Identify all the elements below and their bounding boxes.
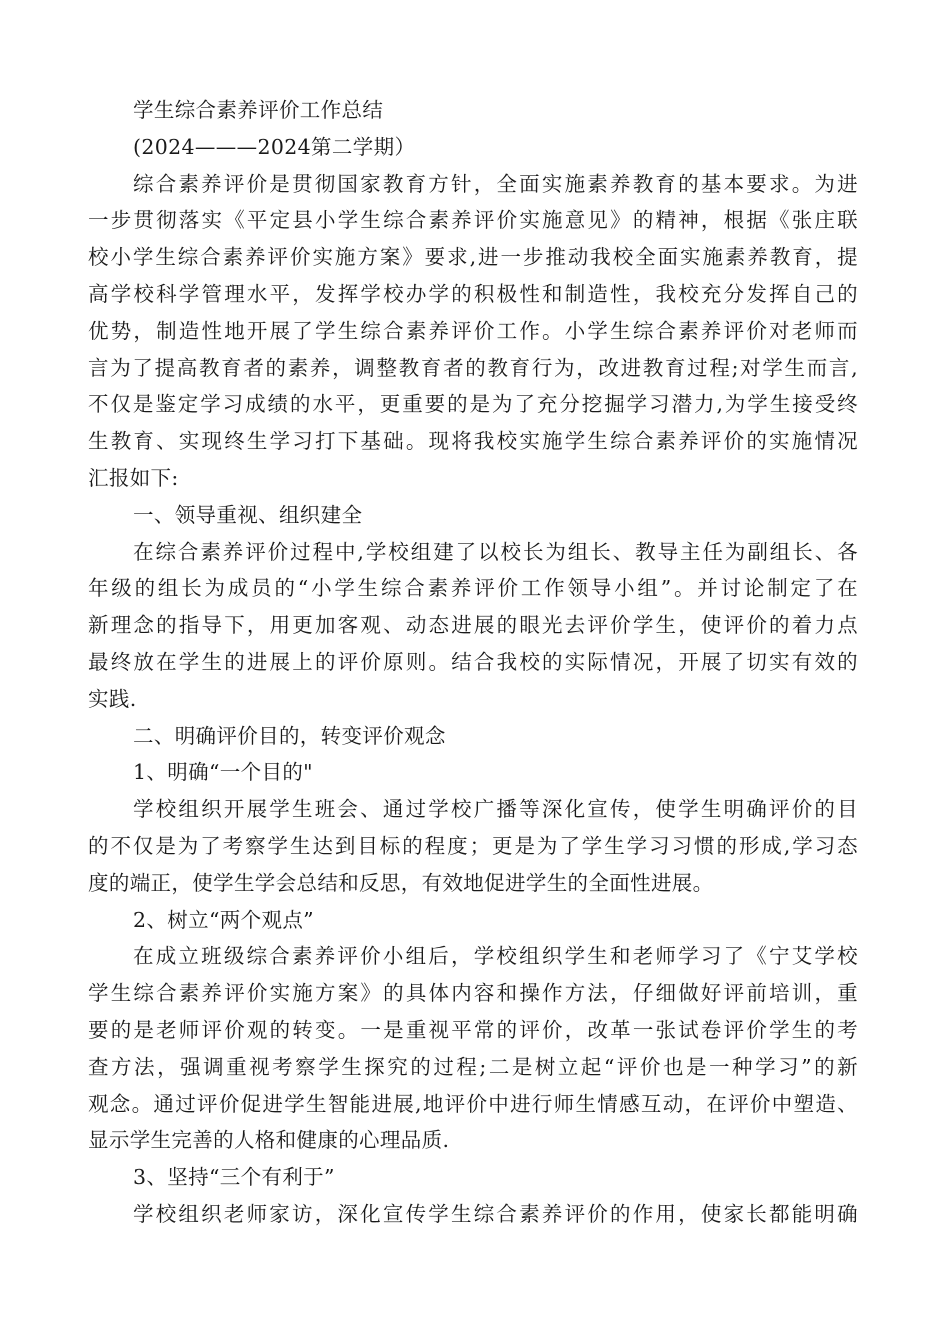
paragraph-line: 最终放在学生的进展上的评价原则。结合我校的实际情况，开展了切实有效的 xyxy=(88,649,858,674)
paragraph-line: 生教育、实现终生学习打下基础。现将我校实施学生综合素养评价的实施情况 xyxy=(88,429,858,454)
paragraph-line: 度的端正，使学生学会总结和反思，有效地促进学生的全面性进展。 xyxy=(88,870,714,895)
paragraph-line: 显示学生完善的人格和健康的心理品质. xyxy=(88,1128,450,1153)
paragraph-line: 在成立班级综合素养评价小组后，学校组织学生和老师学习了《宁艾学校 xyxy=(133,944,858,969)
paragraph-line: 高学校科学管理水平，发挥学校办学的积极性和制造性，我校充分发挥自己的 xyxy=(88,281,858,306)
document-title: 学生综合素养评价工作总结 xyxy=(133,98,384,122)
subsection-heading: 3、坚持“三个有利于” xyxy=(133,1165,335,1190)
paragraph-line: 校小学生综合素养评价实施方案》要求,进一步推动我校全面实施素养教育，提 xyxy=(88,245,858,270)
paragraph-line: 综合素养评价是贯彻国家教育方针，全面实施素养教育的基本要求。为进 xyxy=(133,171,858,196)
subsection-heading: 2、树立“两个观点” xyxy=(133,907,315,932)
paragraph-line: 汇报如下: xyxy=(88,465,179,490)
paragraph-line: 学校组织老师家访，深化宣传学生综合素养评价的作用，使家长都能明确 xyxy=(133,1201,858,1226)
paragraph-line: 要的是老师评价观的转变。一是重视平常的评价，改革一张试卷评价学生的考 xyxy=(88,1017,858,1042)
paragraph-line: 查方法，强调重视考察学生探究的过程;二是树立起“评价也是一种学习”的新 xyxy=(88,1054,858,1079)
document-subtitle: (2024———2024第二学期） xyxy=(133,134,416,159)
paragraph-line: 新理念的指导下，用更加客观、动态进展的眼光去评价学生，使评价的着力点 xyxy=(88,613,858,638)
paragraph-line: 实践. xyxy=(88,686,137,711)
section-heading: 二、明确评价目的，转变评价观念 xyxy=(133,723,446,748)
paragraph-line: 观念。通过评价促进学生智能进展,地评价中进行师生情感互动，在评价中塑造、 xyxy=(88,1091,858,1116)
subsection-heading: 1、明确“一个目的" xyxy=(133,760,313,785)
paragraph-line: 学校组织开展学生班会、通过学校广播等深化宣传，使学生明确评价的目 xyxy=(133,797,858,822)
paragraph-line: 一步贯彻落实《平定县小学生综合素养评价实施意见》的精神，根据《张庄联 xyxy=(88,208,858,233)
paragraph-line: 言为了提高教育者的素养，调整教育者的教育行为，改进教育过程;对学生而言, xyxy=(88,355,858,380)
paragraph-line: 不仅是鉴定学习成绩的水平，更重要的是为了充分挖掘学习潜力,为学生接受终 xyxy=(88,392,858,417)
paragraph-line: 优势，制造性地开展了学生综合素养评价工作。小学生综合素养评价对老师而 xyxy=(88,318,858,343)
paragraph-line: 学生综合素养评价实施方案》的具体内容和操作方法，仔细做好评前培训，重 xyxy=(88,981,858,1006)
section-heading: 一、领导重视、组织建全 xyxy=(133,502,363,527)
paragraph-line: 的不仅是为了考察学生达到目标的程度；更是为了学生学习习惯的形成,学习态 xyxy=(88,833,858,858)
document-body xyxy=(88,92,858,1233)
paragraph-line: 年级的组长为成员的“小学生综合素养评价工作领导小组”。并讨论制定了在 xyxy=(88,576,858,601)
paragraph-line: 在综合素养评价过程中,学校组建了以校长为组长、教导主任为副组长、各 xyxy=(133,539,858,564)
